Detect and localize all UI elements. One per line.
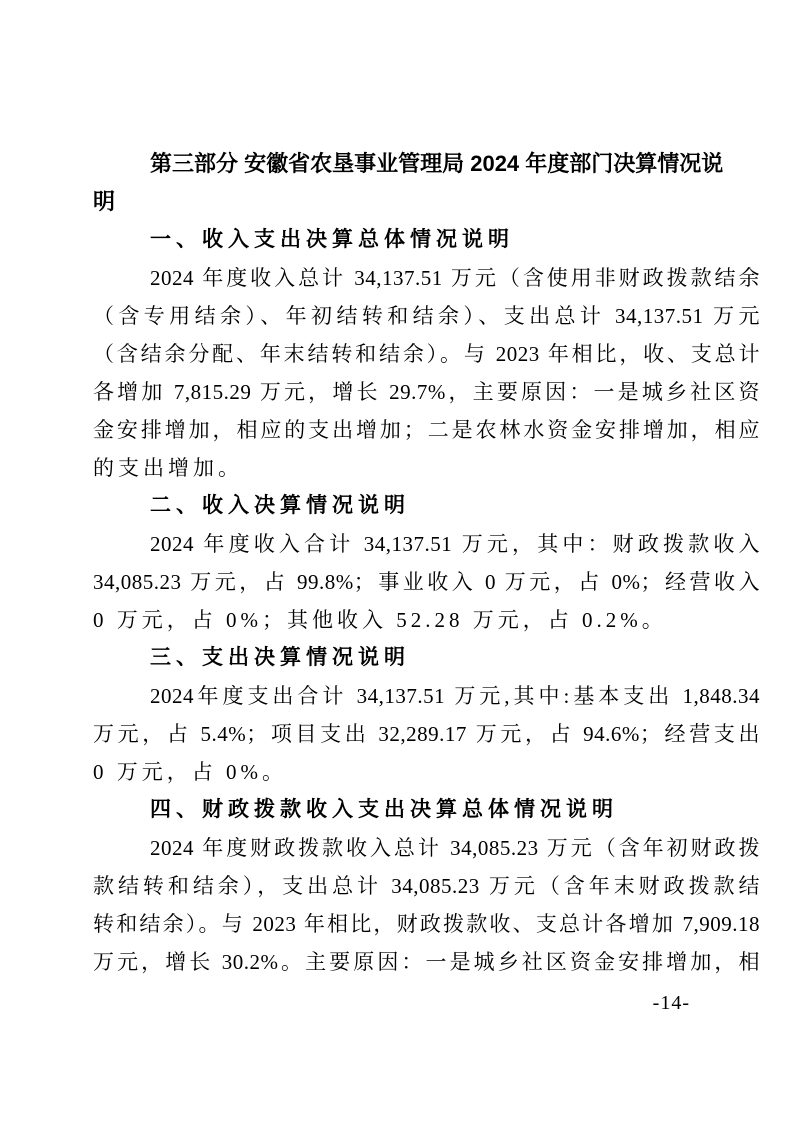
section-heading-4: 四、财政拨款收入支出决算总体情况说明 bbox=[150, 798, 618, 821]
paragraph-line: 万元，占 5.4%；项目支出 32,289.17 万元，占 94.6%；经营支出 bbox=[93, 722, 760, 746]
document-title-line-1: 第三部分 安徽省农垦事业管理局 2024 年度部门决算情况说 bbox=[150, 151, 724, 176]
paragraph-line: （含专用结余）、年初结转和结余）、支出总计 34,137.51 万元 bbox=[93, 304, 760, 328]
paragraph-line: 2024年度支出合计 34,137.51 万元,其中:基本支出 1,848.34 bbox=[150, 684, 760, 708]
paragraph-line: 转和结余）。与 2023 年相比，财政拨款收、支总计各增加 7,909.18 bbox=[93, 912, 760, 936]
document-title-line-2: 明 bbox=[93, 189, 116, 214]
paragraph-line: 0 万元，占 0%；其他收入 52.28 万元，占 0.2%。 bbox=[93, 608, 667, 632]
section-heading-2: 二、收入决算情况说明 bbox=[150, 494, 410, 517]
paragraph-line: 34,085.23 万元，占 99.8%；事业收入 0 万元，占 0%；经营收入 bbox=[93, 570, 760, 594]
paragraph-line: 2024 年度收入总计 34,137.51 万元（含使用非财政拨款结余 bbox=[150, 266, 760, 290]
paragraph-line: 0 万元，占 0%。 bbox=[93, 760, 287, 784]
section-heading-3: 三、支出决算情况说明 bbox=[150, 646, 410, 669]
section-heading-1: 一、收入支出决算总体情况说明 bbox=[150, 228, 514, 251]
paragraph-line: 的支出增加。 bbox=[93, 456, 243, 480]
paragraph-line: 2024 年度收入合计 34,137.51 万元，其中：财政拨款收入 bbox=[150, 532, 760, 556]
page-number: -14- bbox=[652, 992, 690, 1014]
paragraph-line: 万元，增长 30.2%。主要原因：一是城乡社区资金安排增加，相 bbox=[93, 950, 760, 974]
paragraph-line: 2024 年度财政拨款收入总计 34,085.23 万元（含年初财政拨 bbox=[150, 836, 760, 860]
paragraph-line: 金安排增加，相应的支出增加；二是农林水资金安排增加，相应 bbox=[93, 418, 760, 442]
paragraph-line: 款结转和结余），支出总计 34,085.23 万元（含年末财政拨款结 bbox=[93, 874, 760, 898]
paragraph-line: （含结余分配、年末结转和结余）。与 2023 年相比，收、支总计 bbox=[93, 342, 760, 366]
paragraph-line: 各增加 7,815.29 万元，增长 29.7%，主要原因：一是城乡社区资 bbox=[93, 380, 760, 404]
